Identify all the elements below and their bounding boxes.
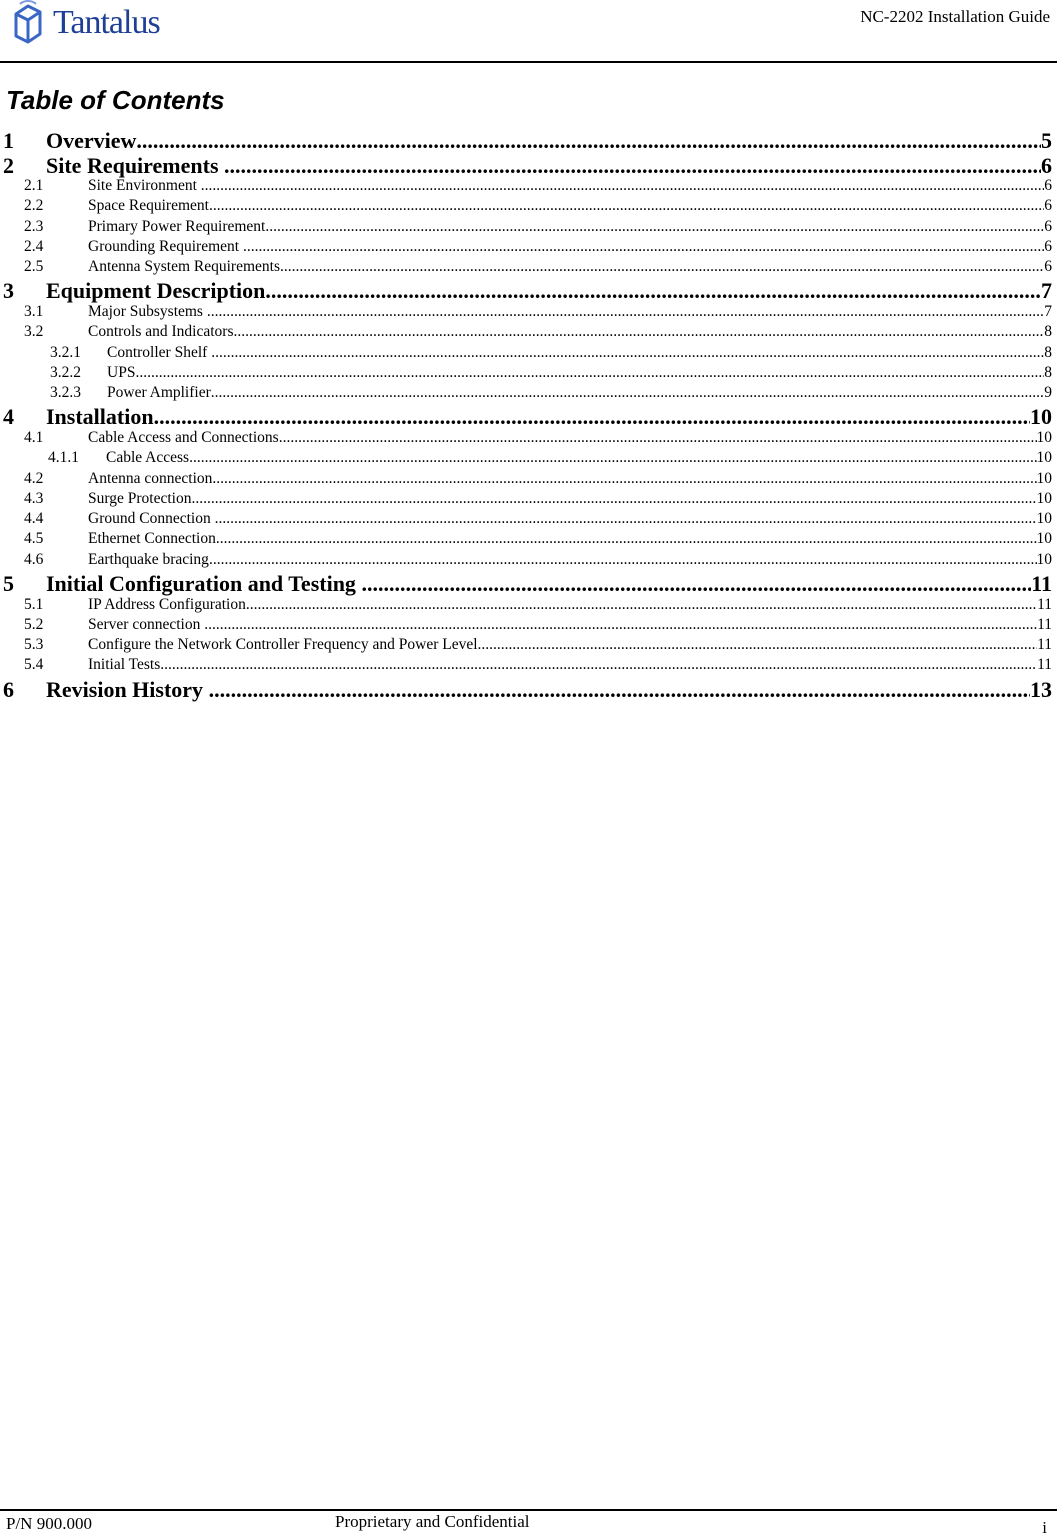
- toc-entry[interactable]: [0, 177, 1057, 197]
- toc-entry-number: 3.2.1: [50, 343, 81, 361]
- toc-entry-number: 4.3: [24, 489, 44, 507]
- toc-entry-page[interactable]: 11: [1031, 571, 1052, 597]
- part-number: P/N 900.000: [6, 1514, 92, 1533]
- toc-entry[interactable]: [0, 571, 1057, 596]
- toc-entry[interactable]: [0, 616, 1057, 636]
- toc-entry-title[interactable]: Power Amplifier: [107, 384, 211, 402]
- header-rule: [0, 61, 1057, 63]
- toc-entry[interactable]: [0, 197, 1057, 217]
- toc-entry[interactable]: [0, 323, 1057, 343]
- toc-entry[interactable]: [0, 278, 1057, 303]
- toc-entry-number: 3.1: [24, 302, 44, 320]
- toc-entry-title[interactable]: Antenna connection: [88, 469, 213, 487]
- toc-entry-number: 6: [3, 676, 14, 702]
- toc-entry-page[interactable]: 11: [1037, 656, 1052, 674]
- toc-leader-dots: [212, 470, 1036, 488]
- toc-leader-dots: [209, 197, 1044, 215]
- toc-leader-dots: [234, 323, 1045, 341]
- toc-entry[interactable]: [0, 677, 1057, 702]
- toc-leader-dots: [209, 677, 1030, 703]
- toc-entry-title[interactable]: Site Requirements: [46, 152, 225, 178]
- toc-entry-title[interactable]: Server connection: [88, 615, 205, 633]
- toc-entry-page[interactable]: 10: [1036, 428, 1052, 446]
- toc-entry-number: 4: [3, 404, 14, 430]
- toc-entry-title[interactable]: Antenna System Requirements: [88, 258, 280, 276]
- toc-entry-page[interactable]: 10: [1036, 489, 1052, 507]
- toc-leader-dots: [243, 238, 1044, 256]
- table-of-contents: [0, 128, 1057, 701]
- toc-entry-number: 4.2: [24, 469, 44, 487]
- toc-entry-number: 3.2: [24, 323, 44, 341]
- toc-leader-dots: [207, 303, 1044, 321]
- toc-entry-title[interactable]: IP Address Configuration: [88, 595, 246, 613]
- toc-entry-number: 3.2.3: [50, 384, 81, 402]
- toc-entry-title[interactable]: Major Subsystems: [88, 302, 207, 320]
- toc-entry-page[interactable]: 6: [1044, 177, 1052, 194]
- toc-entry[interactable]: [0, 636, 1057, 656]
- toc-entry-title[interactable]: Cable Access: [106, 449, 190, 467]
- toc-leader-dots: [280, 258, 1044, 276]
- toc-entry-number: 2.4: [24, 237, 44, 255]
- toc-entry-title[interactable]: Configure the Network Controller Frequency and Power Level: [88, 636, 478, 654]
- toc-leader-dots: [191, 490, 1036, 508]
- toc-entry-number: 5: [3, 571, 14, 597]
- toc-entry-title[interactable]: Ethernet Connection: [88, 530, 216, 548]
- toc-entry[interactable]: [0, 384, 1057, 404]
- toc-leader-dots: [478, 636, 1038, 654]
- toc-entry-number: 5.1: [24, 595, 44, 613]
- toc-entry-page[interactable]: 10: [1036, 530, 1052, 548]
- toc-leader-dots: [204, 616, 1037, 634]
- toc-entry[interactable]: [0, 404, 1057, 429]
- confidentiality-notice: Proprietary and Confidential: [335, 1512, 530, 1531]
- toc-leader-dots: [246, 596, 1037, 614]
- toc-entry-page[interactable]: 8: [1044, 363, 1052, 381]
- toc-leader-dots: [216, 530, 1037, 548]
- toc-leader-dots: [215, 510, 1037, 528]
- toc-entry-title[interactable]: Revision History: [46, 676, 209, 702]
- toc-entry-number: 2.1: [24, 177, 44, 194]
- toc-entry-page[interactable]: 10: [1036, 449, 1052, 467]
- page-footer: [0, 1510, 1057, 1537]
- toc-leader-dots: [265, 218, 1044, 236]
- toc-entry-title[interactable]: Initial Configuration and Testing: [46, 571, 362, 597]
- toc-leader-dots: [224, 153, 1041, 179]
- toc-entry-page[interactable]: 8: [1044, 343, 1052, 361]
- toc-entry-number: 5.3: [24, 636, 44, 654]
- toc-entry-title[interactable]: Ground Connection: [88, 510, 215, 528]
- toc-entry-number: 2.5: [24, 258, 44, 276]
- toc-leader-dots: [361, 571, 1031, 597]
- toc-entry-page[interactable]: 10: [1036, 510, 1052, 528]
- toc-entry[interactable]: [0, 303, 1057, 323]
- toc-entry-number: 4.1.1: [48, 449, 79, 467]
- toc-entry[interactable]: [0, 510, 1057, 530]
- toc-entry-page[interactable]: 13: [1030, 676, 1052, 702]
- toc-entry[interactable]: [0, 128, 1057, 153]
- toc-entry[interactable]: [0, 364, 1057, 384]
- toc-leader-dots: [160, 656, 1037, 674]
- toc-entry[interactable]: [0, 218, 1057, 238]
- toc-entry[interactable]: [0, 530, 1057, 550]
- toc-entry[interactable]: [0, 238, 1057, 258]
- toc-entry-title[interactable]: Controller Shelf: [107, 343, 212, 361]
- toc-entry-number: 4.6: [24, 550, 44, 568]
- toc-entry[interactable]: [0, 258, 1057, 278]
- toc-entry-number: 1: [3, 128, 14, 153]
- toc-leader-dots: [211, 384, 1045, 402]
- tantalus-cube-logo-icon: [10, 0, 46, 44]
- toc-entry-title[interactable]: Initial Tests: [88, 656, 161, 674]
- toc-entry-page[interactable]: 10: [1036, 550, 1052, 568]
- toc-entry-number: 3.2.2: [50, 363, 81, 381]
- toc-entry-title[interactable]: Primary Power Requirement: [88, 217, 266, 235]
- toc-entry-page[interactable]: 6: [1044, 258, 1052, 276]
- toc-entry-title[interactable]: UPS: [107, 363, 136, 381]
- toc-entry-title[interactable]: Equipment Description: [46, 278, 266, 304]
- toc-entry-page[interactable]: 6: [1044, 217, 1052, 235]
- document-title: NC-2202 Installation Guide: [860, 7, 1050, 26]
- toc-entry-title[interactable]: Site Environment: [88, 177, 201, 194]
- toc-entry-title[interactable]: Controls and Indicators: [88, 323, 234, 341]
- toc-entry-page[interactable]: 10: [1036, 469, 1052, 487]
- toc-entry[interactable]: [0, 656, 1057, 676]
- toc-entry-number: 5.4: [24, 656, 44, 674]
- toc-entry[interactable]: [0, 449, 1057, 469]
- toc-entry-title[interactable]: Overview: [46, 128, 137, 153]
- logo-text: Tantalus: [53, 4, 160, 41]
- toc-entry-number: 2.3: [24, 217, 44, 235]
- toc-entry-page[interactable]: 6: [1041, 152, 1052, 178]
- toc-entry[interactable]: [0, 490, 1057, 510]
- toc-entry-number: 2: [3, 152, 14, 178]
- toc-entry-page[interactable]: 6: [1044, 197, 1052, 215]
- toc-entry[interactable]: [0, 344, 1057, 364]
- toc-entry-title[interactable]: Grounding Requirement: [88, 237, 243, 255]
- toc-entry-page[interactable]: 6: [1044, 237, 1052, 255]
- tantalus-logo: [10, 0, 160, 46]
- toc-entry[interactable]: [0, 429, 1057, 449]
- toc-entry-page[interactable]: 11: [1037, 636, 1052, 654]
- toc-entry-title[interactable]: Surge Protection: [88, 489, 192, 507]
- toc-leader-dots: [209, 551, 1037, 569]
- toc-entry[interactable]: [0, 596, 1057, 616]
- toc-entry-page[interactable]: 11: [1037, 595, 1052, 613]
- toc-entry-number: 4.1: [24, 428, 44, 446]
- toc-leader-dots: [135, 364, 1044, 382]
- toc-entry[interactable]: [0, 551, 1057, 571]
- toc-leader-dots: [154, 404, 1030, 430]
- toc-heading: Table of Contents: [6, 85, 225, 115]
- toc-entry-title[interactable]: Earthquake bracing: [88, 550, 209, 568]
- toc-entry-page[interactable]: 11: [1037, 615, 1052, 633]
- toc-entry-number: 4.5: [24, 530, 44, 548]
- toc-leader-dots: [136, 128, 1041, 154]
- toc-entry-page[interactable]: 9: [1044, 384, 1052, 402]
- toc-entry-page[interactable]: 7: [1044, 302, 1052, 320]
- toc-entry-number: 3: [3, 278, 14, 304]
- page-header: [0, 0, 1057, 62]
- toc-leader-dots: [189, 449, 1036, 467]
- toc-entry-page[interactable]: 10: [1030, 404, 1052, 430]
- toc-entry-page[interactable]: 5: [1041, 128, 1052, 153]
- toc-leader-dots: [279, 429, 1037, 447]
- toc-leader-dots: [265, 278, 1041, 304]
- toc-entry-title[interactable]: Cable Access and Connections: [88, 428, 279, 446]
- toc-leader-dots: [211, 344, 1044, 362]
- toc-entry-page[interactable]: 8: [1044, 323, 1052, 341]
- page-number: i: [1042, 1518, 1047, 1537]
- toc-entry-title[interactable]: Space Requirement: [88, 197, 209, 215]
- toc-entry-title[interactable]: Installation: [46, 404, 154, 430]
- toc-entry-number: 2.2: [24, 197, 44, 215]
- toc-entry-number: 4.4: [24, 510, 44, 528]
- toc-entry-page[interactable]: 7: [1041, 278, 1052, 304]
- toc-entry-number: 5.2: [24, 615, 44, 633]
- toc-entry[interactable]: [0, 153, 1057, 178]
- toc-entry[interactable]: [0, 470, 1057, 490]
- toc-leader-dots: [201, 177, 1044, 195]
